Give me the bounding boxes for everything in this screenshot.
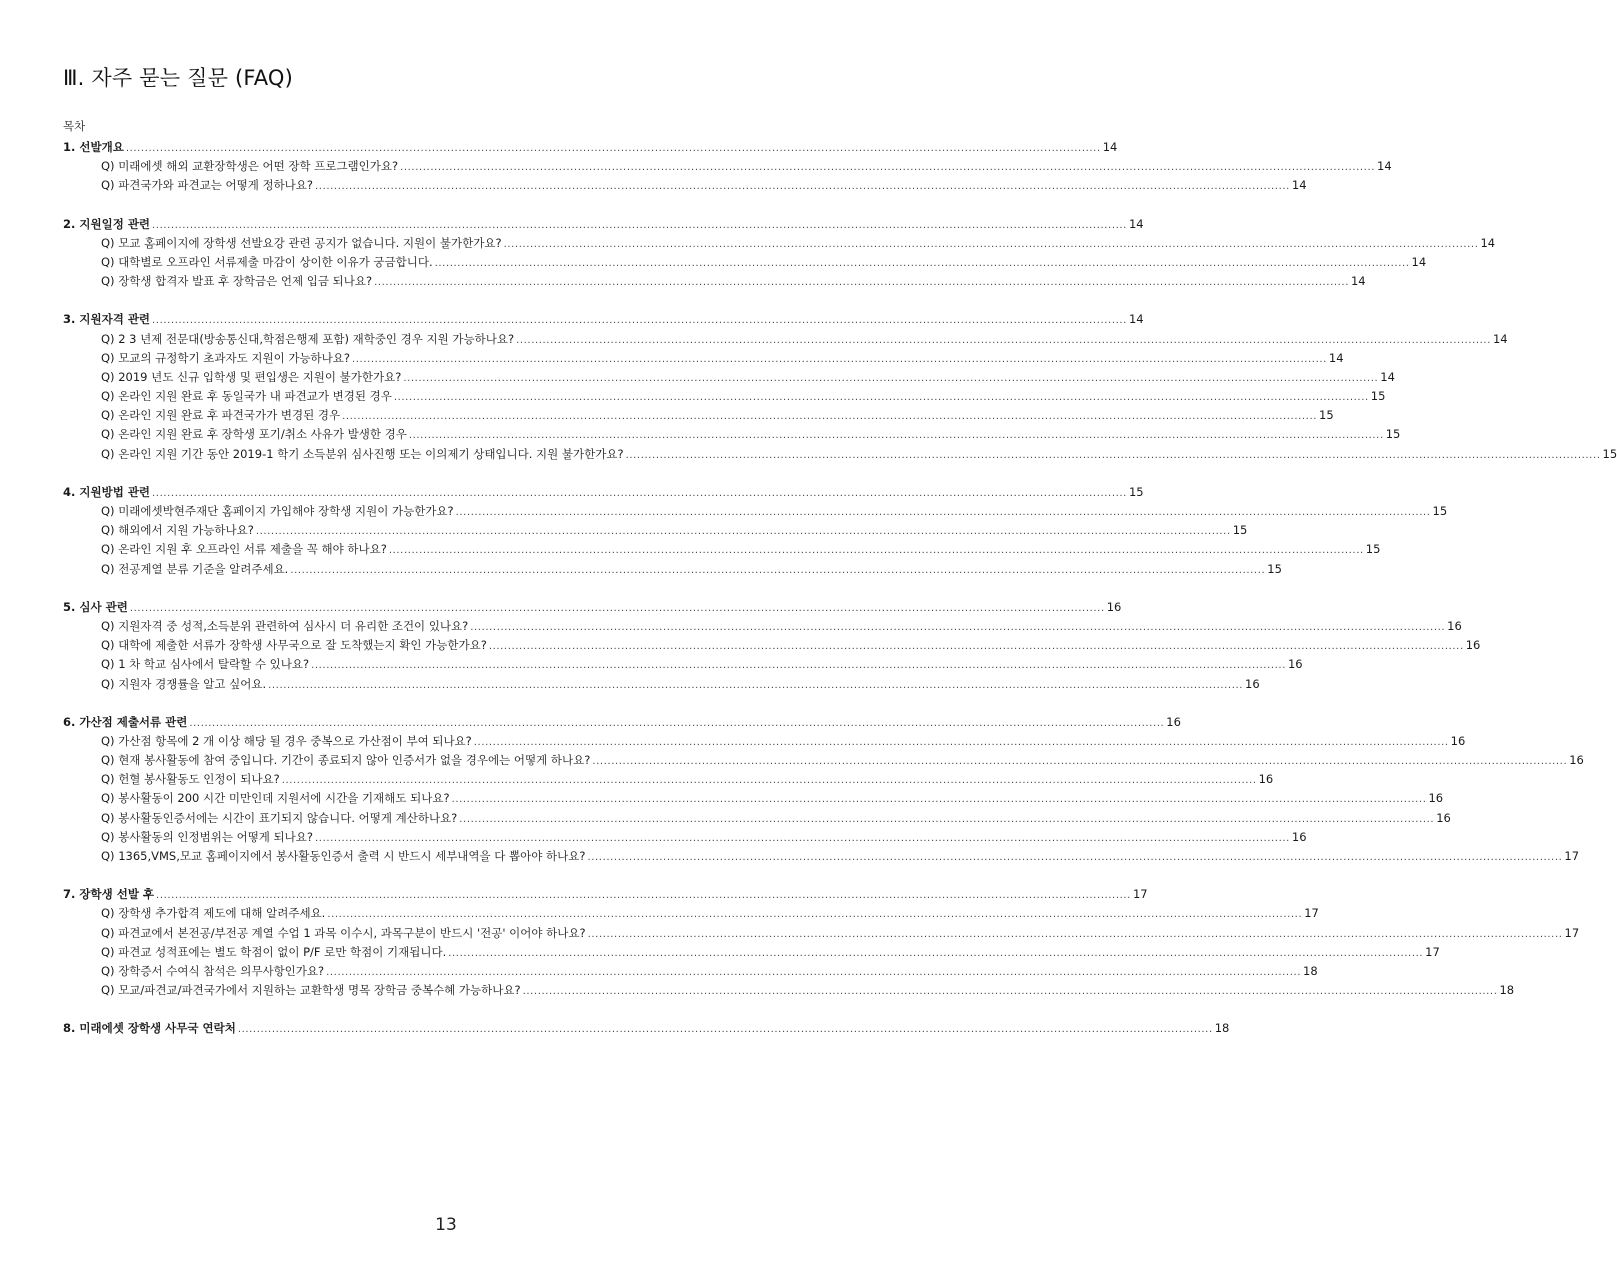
toc-section xyxy=(63,310,1617,464)
toc-question-item[interactable] xyxy=(63,962,1318,981)
toc-question-item-text: Q) 미래에셋박현주재단 홈페이지 가입해야 장학생 지원이 가능한가요? xyxy=(101,504,454,518)
dot-leader xyxy=(409,426,1384,445)
toc-question-item[interactable] xyxy=(63,770,1274,789)
toc-question-item[interactable] xyxy=(63,943,1440,962)
toc-section xyxy=(63,885,1580,1000)
toc-question-item-text: Q) 2 3 년제 전문대(방송통신대,학점은행제 포함) 재학중인 경우 지원 가능하나요? xyxy=(101,331,515,346)
dot-leader xyxy=(189,714,1164,733)
toc-question-item-page: 14 xyxy=(1291,178,1307,193)
toc-question-item-page: 16 xyxy=(1245,676,1260,691)
toc-question-item[interactable] xyxy=(63,157,1392,176)
toc-question-item-page: 16 xyxy=(1428,791,1444,806)
toc-question-item[interactable] xyxy=(63,904,1319,923)
toc-question-item[interactable] xyxy=(63,560,1282,579)
toc-question-item-text: Q) 대학별로 오프라인 서류제출 마감이 상이한 이유가 궁금합니다. xyxy=(101,254,433,269)
toc-question-item-text: Q) 모교의 규정학기 초과자도 지원이 가능하나요? xyxy=(101,350,350,365)
dot-leader xyxy=(489,637,1464,656)
toc-section xyxy=(63,1019,1230,1038)
toc-question-item[interactable] xyxy=(63,330,1508,349)
toc-question-item-text: Q) 봉사활동이 200 시간 미만인데 지원서에 시간을 기재해도 되나요? xyxy=(101,791,450,806)
toc-question-item[interactable] xyxy=(63,617,1462,636)
toc-question-item-page: 15 xyxy=(1432,504,1448,518)
toc-question-item-text: Q) 온라인 지원 완료 후 동일국가 내 파견교가 변경된 경우 xyxy=(101,389,392,404)
toc-question-item[interactable] xyxy=(63,789,1444,808)
dot-leader xyxy=(152,484,1127,503)
toc-question-item[interactable] xyxy=(63,445,1617,464)
toc-question-item-text: Q) 헌혈 봉사활동도 인정이 되나요? xyxy=(101,772,280,787)
toc-question-item[interactable] xyxy=(63,253,1427,272)
toc-question-item-page: 18 xyxy=(1499,983,1515,998)
toc-question-item[interactable] xyxy=(63,828,1307,847)
toc-section-heading-text: 8. 미래에셋 장학생 사무국 연락처 xyxy=(63,1021,236,1036)
dot-leader xyxy=(238,1020,1213,1039)
toc-question-item-page: 17 xyxy=(1564,849,1580,863)
toc-section-heading-page: 17 xyxy=(1132,887,1148,902)
toc-question-item-text: Q) 해외에서 지원 가능하나요? xyxy=(101,523,254,538)
page-title: Ⅲ. 자주 묻는 질문 (FAQ) xyxy=(63,66,294,90)
dot-leader xyxy=(315,829,1290,848)
dot-leader xyxy=(156,886,1131,905)
toc-question-item-text: Q) 지원자격 중 성적,소득분위 관련하여 심사시 더 유리한 조건이 있나요? xyxy=(101,618,469,633)
toc-question-item[interactable] xyxy=(63,655,1303,674)
toc-question-item-page: 17 xyxy=(1425,944,1440,959)
toc-question-item-text: Q) 장학증서 수여식 참석은 의무사항인가요? xyxy=(101,963,325,978)
toc-question-item[interactable] xyxy=(63,636,1481,655)
toc-question-item[interactable] xyxy=(63,368,1395,387)
dot-leader xyxy=(504,235,1479,254)
dot-leader xyxy=(389,541,1364,560)
toc-label: 목차 xyxy=(63,119,86,133)
toc-question-item-text: Q) 봉사활동의 인정범위는 어떻게 되나요? xyxy=(101,829,314,844)
toc-section-heading-text: 3. 지원자격 관련 xyxy=(63,312,151,327)
toc-section-heading-text: 1. 선발개요 xyxy=(63,140,124,154)
toc-question-item[interactable] xyxy=(63,521,1248,540)
dot-leader xyxy=(588,925,1563,944)
toc-section-heading-text: 2. 지원일정 관련 xyxy=(63,216,151,231)
dot-leader xyxy=(400,158,1375,177)
toc-section xyxy=(63,138,1392,196)
toc-question-item-page: 15 xyxy=(1319,408,1334,423)
toc-question-item-text: Q) 2019 년도 신규 입학생 및 편입생은 지원이 불가한가요? xyxy=(101,369,402,384)
toc-question-item[interactable] xyxy=(63,540,1381,559)
toc-question-item-page: 15 xyxy=(1602,446,1617,461)
toc-section-heading-text: 5. 심사 관련 xyxy=(63,599,128,614)
dot-leader xyxy=(474,733,1449,752)
toc-question-item-text: Q) 전공계열 분류 기준을 알려주세요. xyxy=(101,561,289,576)
toc-question-item-text: Q) 현재 봉사활동에 참여 중입니다. 기간이 종료되지 않아 인증서가 없을 경우에는 어떻게 하나요? xyxy=(101,753,591,768)
dot-leader xyxy=(152,216,1127,235)
toc-question-item-page: 14 xyxy=(1480,235,1496,250)
toc-question-item-text: Q) 모교 홈페이지에 장학생 선발요강 관련 공지가 없습니다. 지원이 불가한가요? xyxy=(101,235,502,250)
toc-question-item-page: 17 xyxy=(1304,906,1319,921)
dot-leader xyxy=(456,503,1431,522)
toc-section-heading-text: 6. 가산점 제출서류 관련 xyxy=(63,714,188,729)
toc-question-item-page: 15 xyxy=(1365,542,1381,557)
toc-question-item-page: 16 xyxy=(1450,733,1466,748)
toc-question-item-page: 14 xyxy=(1411,254,1427,269)
toc-question-item-text: Q) 온라인 지원 기간 동안 2019-1 학기 소득분위 심사진행 또는 이의제기 상태입니다. 지원 불가한가요? xyxy=(101,446,624,461)
dot-leader xyxy=(152,311,1127,330)
dot-leader xyxy=(315,177,1290,196)
toc-section xyxy=(63,483,1448,579)
dot-leader xyxy=(394,388,1369,407)
toc-question-item-text: Q) 파견국가와 파견교는 어떻게 정하나요? xyxy=(101,178,314,193)
toc-section-heading[interactable] xyxy=(63,310,1144,329)
toc-question-item-page: 16 xyxy=(1291,829,1307,844)
toc-question-item-text: Q) 장학생 추가합격 제도에 대해 알려주세요. xyxy=(101,906,326,921)
toc-question-item-text: Q) 1 차 학교 심사에서 탈락할 수 있나요? xyxy=(101,657,310,672)
toc-question-item[interactable] xyxy=(63,924,1580,943)
toc-question-item-text: Q) 모교/파견교/파견국가에서 지원하는 교환학생 명목 장학금 중복수혜 가능하나요? xyxy=(101,983,521,998)
dot-leader xyxy=(626,446,1601,465)
dot-leader xyxy=(470,618,1445,637)
toc-question-item-page: 17 xyxy=(1564,925,1580,940)
dot-leader xyxy=(352,350,1327,369)
toc-question-item-text: Q) 봉사활동인증서에는 시간이 표기되지 않습니다. 어떻게 계산하나요? xyxy=(101,810,458,825)
dot-leader xyxy=(448,944,1423,963)
toc-question-item-text: Q) 지원자 경쟁률을 알고 싶어요. xyxy=(101,676,267,691)
toc-question-item-text: Q) 파견교에서 본전공/부전공 계열 수업 1 과목 이수시, 과목구분이 반드시 '전공' 이어야 하나요? xyxy=(101,925,586,940)
toc-section-heading-page: 14 xyxy=(1128,216,1144,231)
toc-question-item-text: Q) 온라인 지원 후 오프라인 서류 제출을 꼭 해야 하나요? xyxy=(101,542,387,557)
toc-section-heading[interactable] xyxy=(63,713,1181,732)
toc-question-item[interactable] xyxy=(63,981,1515,1000)
toc-question-item-text: Q) 장학생 합격자 발표 후 장학금은 언제 입금 되나요? xyxy=(101,274,373,289)
toc-section-heading-page: 18 xyxy=(1214,1021,1230,1036)
toc-question-item-page: 15 xyxy=(1232,523,1248,538)
toc-question-item[interactable] xyxy=(63,176,1307,195)
dot-leader xyxy=(403,369,1378,388)
toc-question-item[interactable] xyxy=(63,675,1260,694)
toc-question-item[interactable] xyxy=(63,349,1344,368)
toc-question-item-text: Q) 가산점 항목에 2 개 이상 해당 될 경우 중복으로 가산점이 부여 되나요? xyxy=(101,733,472,748)
dot-leader xyxy=(435,254,1410,273)
toc-section-heading-text: 4. 지원방법 관련 xyxy=(63,484,151,499)
toc-question-item-page: 14 xyxy=(1377,159,1392,174)
toc-question-item-page: 16 xyxy=(1447,618,1462,633)
toc-question-item-text: Q) 온라인 지원 완료 후 장학생 포기/취소 사유가 발생한 경우 xyxy=(101,427,407,442)
toc-question-item-page: 15 xyxy=(1267,561,1282,576)
toc-section-heading-page: 16 xyxy=(1166,714,1181,729)
toc-section-heading[interactable] xyxy=(63,885,1148,904)
dot-leader xyxy=(592,752,1567,771)
toc-question-item-text: Q) 미래에셋 해외 교환장학생은 어떤 장학 프로그램인가요? xyxy=(101,159,399,174)
toc-question-item-page: 16 xyxy=(1569,753,1584,768)
toc-question-item-page: 14 xyxy=(1350,274,1366,289)
dot-leader xyxy=(327,905,1302,924)
toc-section-heading-page: 16 xyxy=(1106,599,1122,614)
dot-leader xyxy=(256,522,1231,541)
toc-question-item[interactable] xyxy=(63,809,1451,828)
toc-section xyxy=(63,598,1481,694)
table-of-contents xyxy=(63,138,1617,1058)
toc-question-item-page: 16 xyxy=(1287,657,1303,672)
dot-leader xyxy=(587,848,1562,867)
dot-leader xyxy=(523,982,1498,1001)
toc-question-item-page: 15 xyxy=(1370,389,1386,404)
dot-leader xyxy=(516,331,1491,350)
toc-section-heading-text: 7. 장학생 선발 후 xyxy=(63,887,155,902)
dot-leader xyxy=(374,273,1349,292)
dot-leader xyxy=(342,407,1317,426)
toc-question-item[interactable] xyxy=(63,502,1448,521)
toc-section-heading[interactable] xyxy=(63,215,1144,234)
dot-leader xyxy=(459,810,1434,829)
toc-question-item-page: 14 xyxy=(1380,369,1395,384)
toc-question-item-page: 18 xyxy=(1303,963,1318,978)
dot-leader xyxy=(290,561,1265,580)
toc-section-heading[interactable] xyxy=(63,483,1144,502)
toc-section-heading[interactable] xyxy=(63,598,1122,617)
toc-question-item[interactable] xyxy=(63,751,1584,770)
toc-section-heading-page: 15 xyxy=(1128,484,1144,499)
dot-leader xyxy=(130,599,1105,618)
toc-section-heading-page: 14 xyxy=(1128,312,1144,327)
toc-section xyxy=(63,215,1496,292)
toc-question-item[interactable] xyxy=(63,387,1386,406)
dot-leader xyxy=(282,771,1257,790)
toc-section-heading[interactable] xyxy=(63,138,1118,157)
toc-question-item[interactable] xyxy=(63,234,1496,253)
toc-question-item-page: 14 xyxy=(1328,350,1344,365)
dot-leader xyxy=(452,790,1427,809)
dot-leader xyxy=(326,963,1301,982)
toc-question-item[interactable] xyxy=(63,406,1334,425)
toc-section-heading[interactable] xyxy=(63,1019,1230,1038)
toc-question-item-page: 15 xyxy=(1385,427,1401,442)
toc-question-item-text: Q) 1365,VMS,모교 홈페이지에서 봉사활동인증서 출력 시 반드시 세부내역을 다 뽑아야 하나요? xyxy=(101,849,586,863)
dot-leader xyxy=(311,656,1286,675)
dot-leader xyxy=(126,139,1101,158)
toc-question-item-page: 16 xyxy=(1258,772,1274,787)
toc-question-item-text: Q) 온라인 지원 완료 후 파견국가가 변경된 경우 xyxy=(101,408,341,423)
toc-question-item[interactable] xyxy=(63,272,1366,291)
toc-question-item-text: Q) 대학에 제출한 서류가 장학생 사무국으로 잘 도착했는지 확인 가능한가요? xyxy=(101,638,487,653)
toc-question-item[interactable] xyxy=(63,847,1580,866)
toc-section xyxy=(63,713,1584,867)
page-number: 13 xyxy=(435,1215,457,1235)
toc-question-item-text: Q) 파견교 성적표에는 별도 학점이 없이 P/F 로만 학점이 기재됩니다. xyxy=(101,944,447,959)
toc-question-item[interactable] xyxy=(63,425,1401,444)
toc-question-item-page: 14 xyxy=(1492,331,1508,346)
toc-question-item-page: 16 xyxy=(1465,638,1481,653)
toc-question-item[interactable] xyxy=(63,732,1466,751)
toc-question-item-page: 16 xyxy=(1436,810,1451,825)
dot-leader xyxy=(268,676,1243,695)
toc-section-heading-page: 14 xyxy=(1102,140,1118,154)
